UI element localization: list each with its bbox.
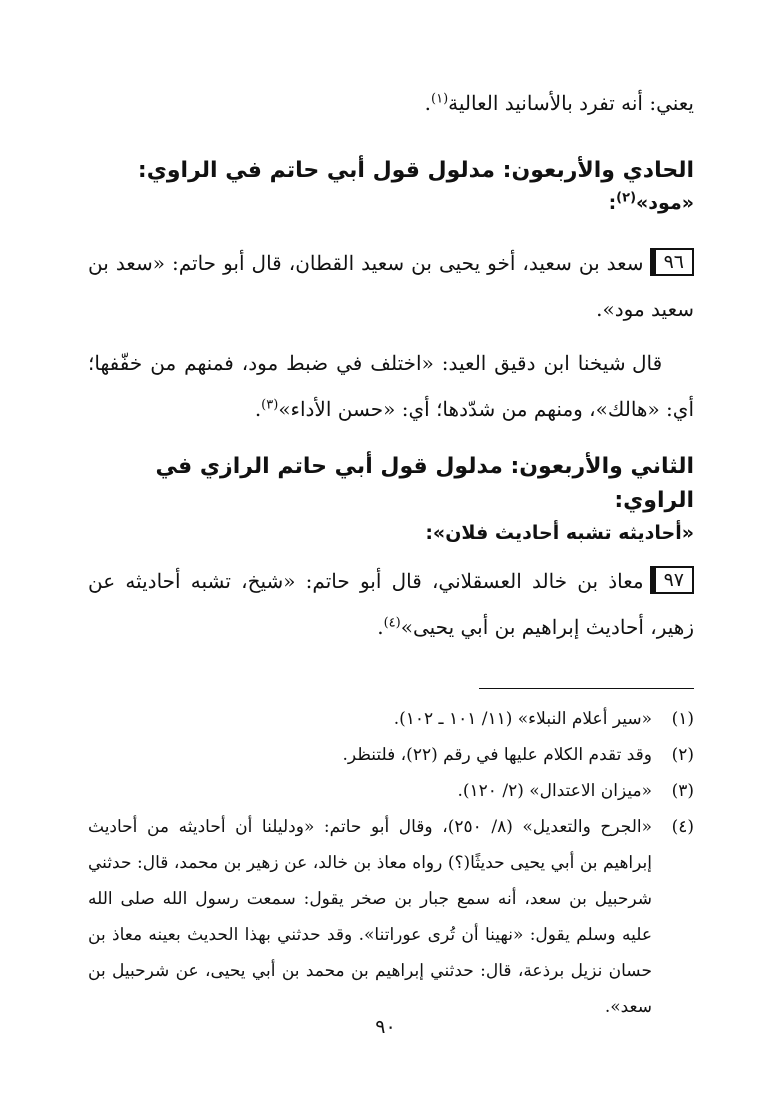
footnote-text: «الجرح والتعديل» (٨/ ٢٥٠)، وقال أبو حاتم: «ودليلنا أن أحاديثه من أحاديث إبراهيم بن أبي يحيى حديثًا(؟) رواه معاذ بن خالد، عن زهير بن محمد، قال: حدثني شرحبيل بن سعد، أنه سمع جبار بن صخر يقول: سمعت رسول الله صلى الله عليه وسلم يقول: «نهينا أن تُرى عوراتنا». وقد حدثني بهذا الحديث بعينه معاذ بن حسان نزيل برذعة، قال: حدثني إبراهيم بن محمد بن أبي يحيى، عن شرحبيل بن سعد». [88, 817, 652, 1017]
section-41-heading-main: الحادي والأربعون: مدلول قول أبي حاتم في الراوي: [137, 158, 694, 183]
entry-97 [88, 558, 694, 650]
footnote-item [88, 701, 694, 737]
section-41-heading-term: «مود» [636, 192, 694, 214]
footnote-ref-3: (٣) [261, 397, 279, 413]
footnote-text: وقد تقدم الكلام عليها في رقم (٢٢)، فلتنظر. [342, 745, 652, 765]
entry-96 [88, 240, 694, 332]
section-41-heading-sub [88, 188, 694, 218]
entry-number-badge: ٩٦ [650, 248, 694, 276]
section-41-heading-end: : [608, 192, 617, 214]
footnote-item [88, 773, 694, 809]
footnotes-list [88, 701, 694, 1025]
footnote-ref-2: (٢) [616, 190, 637, 206]
footnote-item [88, 737, 694, 773]
intro-end: . [424, 91, 432, 115]
entry-96-commentary [88, 340, 694, 432]
footnote-text: «سير أعلام النبلاء» (١١/ ١٠١ ـ ١٠٢). [393, 709, 652, 729]
entry-number-badge: ٩٧ [650, 566, 694, 594]
page-number: ٩٠ [375, 1016, 396, 1038]
footnote-text: «ميزان الاعتدال» (٢/ ١٢٠). [457, 781, 652, 801]
entry-96-commentary-end: . [254, 397, 262, 421]
entry-96-text: سعد بن سعيد، أخو يحيى بن سعيد القطان، قال أبو حاتم: «سعد بن سعيد مود». [88, 251, 694, 321]
footnote-number: (٤) [671, 817, 694, 837]
footnote-number: (١) [671, 709, 694, 729]
section-42-heading-sub: «أحاديثه تشبه أحاديث فلان»: [425, 522, 694, 544]
intro-paragraph [88, 80, 694, 126]
section-42-heading-main: الثاني والأربعون: مدلول قول أبي حاتم الرازي في الراوي: [155, 454, 694, 513]
entry-97-end: . [377, 615, 384, 639]
footnote-ref-1: (١) [431, 91, 449, 107]
footnote-number: (٢) [671, 745, 694, 765]
intro-text: يعني: أنه تفرد بالأسانيد العالية [448, 91, 694, 115]
book-page [88, 72, 694, 1041]
section-41-heading [88, 154, 694, 218]
footnote-divider [479, 688, 694, 689]
footnote-ref-4: (٤) [383, 615, 401, 631]
entry-96-commentary-text: قال شيخنا ابن دقيق العيد: «اختلف في ضبط مود، فمنهم من خفّفها؛ أي: «هالك»، ومنهم من شدّدها؛ أي: «حسن الأداء» [88, 351, 694, 421]
section-42-heading [88, 450, 694, 548]
footnote-item [88, 809, 694, 1025]
entry-97-text: معاذ بن خالد العسقلاني، قال أبو حاتم: «شيخ، تشبه أحاديثه عن زهير، أحاديث إبراهيم بن أبي يحيى» [88, 569, 694, 639]
footnote-number: (٣) [671, 781, 694, 801]
